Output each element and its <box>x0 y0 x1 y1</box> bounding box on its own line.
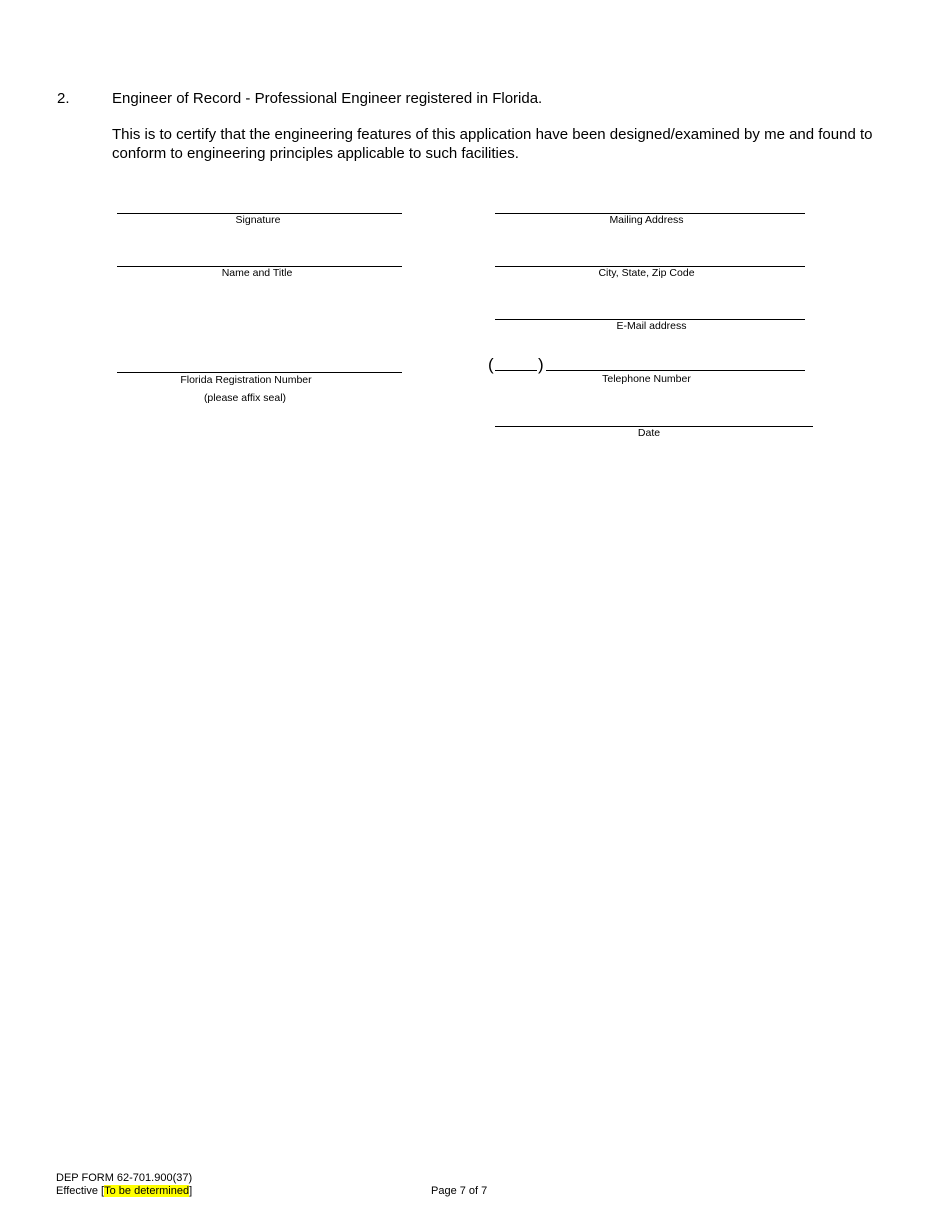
signature-label: Signature <box>235 214 281 226</box>
area-code-open-paren: ( <box>488 355 494 374</box>
city-state-zip-label: City, State, Zip Code <box>598 267 695 279</box>
telephone-line[interactable] <box>546 370 805 371</box>
effective-date-value: To be determined <box>104 1185 190 1197</box>
telephone-label: Telephone Number <box>602 373 691 385</box>
date-label: Date <box>637 427 661 439</box>
effective-label: Effective <box>56 1185 102 1197</box>
name-title-label: Name and Title <box>221 267 293 279</box>
registration-number-label: Florida Registration Number <box>180 374 312 386</box>
mailing-address-label: Mailing Address <box>609 214 684 226</box>
registration-number-line[interactable] <box>117 372 402 373</box>
footer-form-id: DEP FORM 62-701.900(37) <box>56 1172 193 1184</box>
area-code-close-paren: ) <box>538 355 544 374</box>
area-code-line[interactable] <box>495 370 537 371</box>
footer-effective <box>56 1185 192 1198</box>
page-number: Page 7 of 7 <box>431 1185 488 1197</box>
effective-bracket-open: [ <box>101 1185 105 1197</box>
seal-note: (please affix seal) <box>203 392 287 404</box>
section-number: 2. <box>57 90 70 107</box>
effective-bracket-close: ] <box>189 1185 193 1197</box>
email-label: E-Mail address <box>616 320 687 332</box>
section-heading: Engineer of Record - Professional Engineer registered in Florida. <box>112 90 543 107</box>
certification-text: This is to certify that the engineering features of this application have been designed/examined by me and found to conform to engineering principles applicable to such facilities. <box>112 126 873 162</box>
